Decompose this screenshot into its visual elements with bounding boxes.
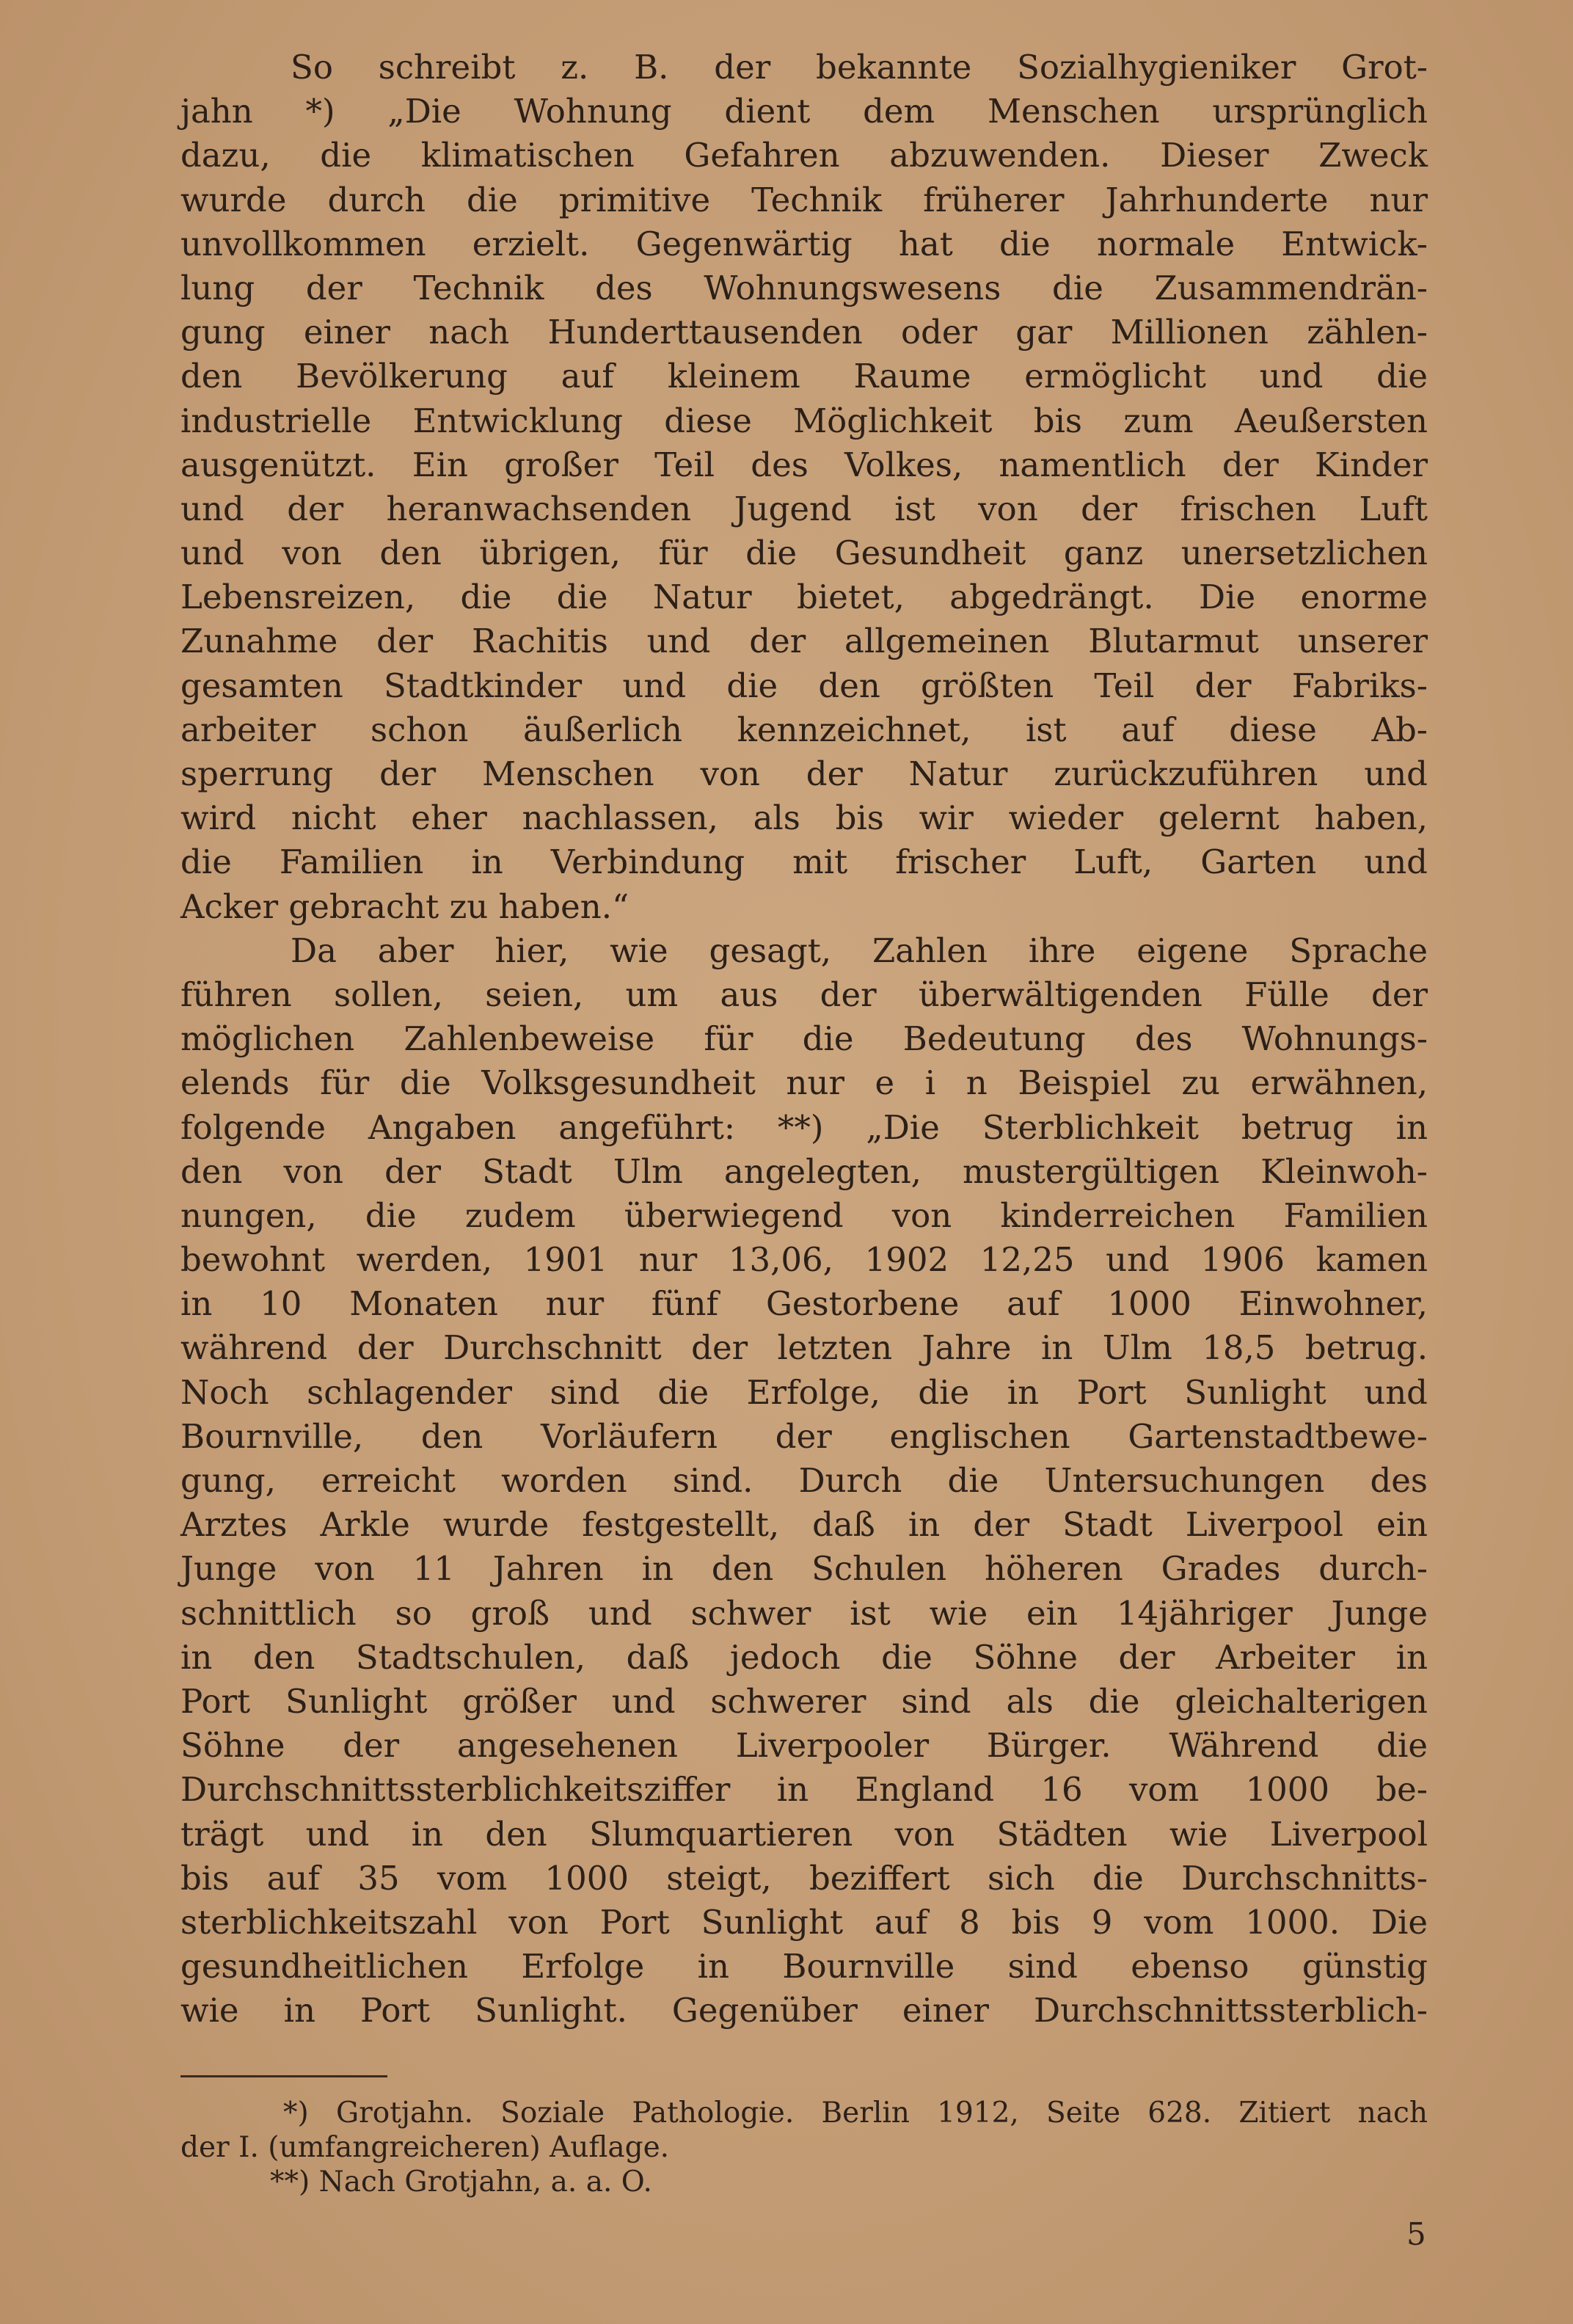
text-line: trägt und in den Slumquartieren von Städten wie Liverpool <box>180 1814 1428 1854</box>
text-line: in den Stadtschulen, daß jedoch die Söhne der Arbeiter in <box>180 1637 1428 1677</box>
text-line: gung, erreicht worden sind. Durch die Untersuchungen des <box>180 1461 1428 1500</box>
main-text <box>180 45 1428 2033</box>
text-line: dazu, die klimatischen Gefahren abzuwenden. Dieser Zweck <box>180 136 1428 175</box>
footnote-1-line-2: der I. (umfangreicheren) Auflage. <box>180 2131 670 2164</box>
text-line: möglichen Zahlenbeweise für die Bedeutung des Wohnungs- <box>180 1019 1428 1059</box>
page-number: 5 <box>1406 2216 1426 2252</box>
text-line: und von den übrigen, für die Gesundheit ganz unersetzlichen <box>180 533 1428 573</box>
footnotes <box>180 2096 1428 2199</box>
text-line: Junge von 11 Jahren in den Schulen höheren Grades durch- <box>180 1549 1428 1589</box>
text-line: sperrung der Menschen von der Natur zurückzuführen und <box>180 754 1428 793</box>
text-line: bis auf 35 vom 1000 steigt, beziffert sich die Durchschnitts- <box>180 1858 1428 1898</box>
text-line: Acker gebracht zu haben.“ <box>180 886 629 926</box>
text-line: So schreibt z. B. der bekannte Sozialhygieniker Grot- <box>291 48 1428 87</box>
footnote-2: **) Nach Grotjahn, a. a. O. <box>270 2165 652 2199</box>
text-line: gesamten Stadtkinder und die den größten Teil der Fabriks- <box>180 666 1428 705</box>
text-line: Arztes Arkle wurde festgestellt, daß in der Stadt Liverpool ein <box>180 1505 1428 1545</box>
text-line: Da aber hier, wie gesagt, Zahlen ihre eigene Sprache <box>291 930 1428 970</box>
footnote-1-line-1: *) Grotjahn. Soziale Pathologie. Berlin 1912, Seite 628. Zitiert nach <box>283 2097 1428 2130</box>
text-line: jahn *) „Die Wohnung dient dem Menschen ursprünglich <box>180 92 1428 131</box>
text-line: den Bevölkerung auf kleinem Raume ermöglicht und die <box>180 357 1428 396</box>
text-line: gesundheitlichen Erfolge in Bournville sind ebenso günstig <box>180 1947 1428 1986</box>
text-line: führen sollen, seien, um aus der überwältigenden Fülle der <box>180 975 1428 1014</box>
text-line: wurde durch die primitive Technik früherer Jahrhunderte nur <box>180 180 1428 219</box>
text-line: Söhne der angesehenen Liverpooler Bürger. Während die <box>180 1726 1428 1766</box>
text-line: und der heranwachsenden Jugend ist von der frischen Luft <box>180 489 1428 528</box>
text-line: während der Durchschnitt der letzten Jahre in Ulm 18,5 betrug. <box>180 1328 1428 1368</box>
text-line: Lebensreizen, die die Natur bietet, abgedrängt. Die enorme <box>180 578 1428 617</box>
text-line: in 10 Monaten nur fünf Gestorbene auf 1000 Einwohner, <box>180 1284 1428 1324</box>
text-line: schnittlich so groß und schwer ist wie ein 14jähriger Junge <box>180 1593 1428 1633</box>
text-line: den von der Stadt Ulm angelegten, mustergültigen Kleinwoh- <box>180 1151 1428 1191</box>
text-line: Durchschnittssterblichkeitsziffer in England 16 vom 1000 be- <box>180 1770 1428 1810</box>
text-line: Port Sunlight größer und schwerer sind als die gleichalterigen <box>180 1681 1428 1721</box>
text-line: gung einer nach Hunderttausenden oder gar Millionen zählen- <box>180 313 1428 352</box>
text-line: Noch schlagender sind die Erfolge, die in Port Sunlight und <box>180 1372 1428 1412</box>
text-line: unvollkommen erzielt. Gegenwärtig hat die normale Entwick- <box>180 224 1428 263</box>
text-line: sterblichkeitszahl von Port Sunlight auf 8 bis 9 vom 1000. Die <box>180 1902 1428 1942</box>
text-line: lung der Technik des Wohnungswesens die Zusammendrän- <box>180 268 1428 307</box>
text-line: die Familien in Verbindung mit frischer Luft, Garten und <box>180 842 1428 882</box>
text-line: Bournville, den Vorläufern der englischen Gartenstadtbewe- <box>180 1416 1428 1456</box>
text-line: folgende Angaben angeführt: **) „Die Sterblichkeit betrug in <box>180 1107 1428 1147</box>
footnote-separator <box>180 2075 387 2077</box>
text-line: elends für die Volksgesundheit nur e i n Beispiel zu erwähnen, <box>180 1063 1428 1103</box>
text-line: ausgenützt. Ein großer Teil des Volkes, namentlich der Kinder <box>180 445 1428 484</box>
text-line: Zunahme der Rachitis und der allgemeinen Blutarmut unserer <box>180 622 1428 661</box>
text-line: arbeiter schon äußerlich kennzeichnet, ist auf diese Ab- <box>180 710 1428 749</box>
text-line: wie in Port Sunlight. Gegenüber einer Durchschnittssterblich- <box>180 1991 1428 2030</box>
text-line: bewohnt werden, 1901 nur 13,06, 1902 12,25 und 1906 kamen <box>180 1240 1428 1280</box>
text-line: industrielle Entwicklung diese Möglichkeit bis zum Aeußersten <box>180 401 1428 440</box>
text-line: nungen, die zudem überwiegend von kinderreichen Familien <box>180 1195 1428 1235</box>
text-line: wird nicht eher nachlassen, als bis wir wieder gelernt haben, <box>180 798 1428 838</box>
